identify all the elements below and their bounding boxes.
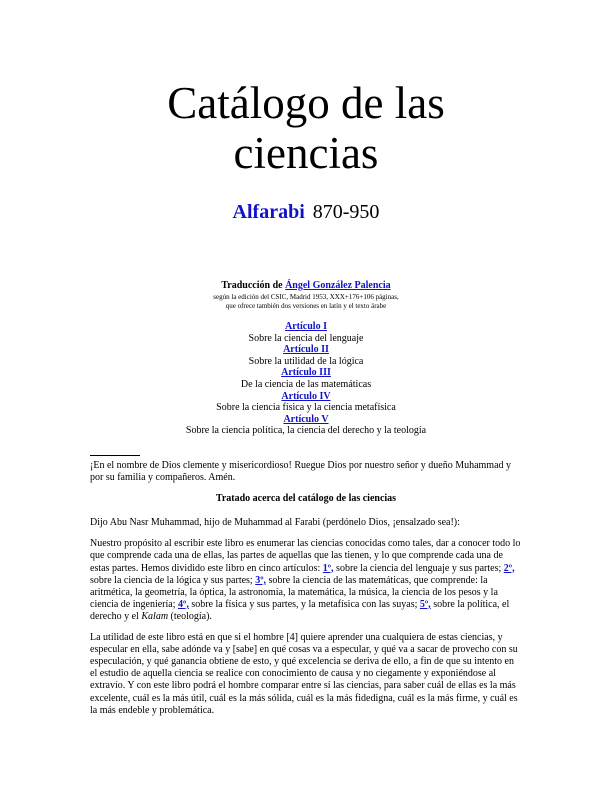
edition-note [0, 293, 612, 311]
invocation-paragraph: ¡En el nombre de Dios clemente y misericordioso! Ruegue Dios por nuestro señor y dueño Muhammad y por su familia y compañeros. Amén. [90, 460, 512, 484]
title-line-2: ciencias [233, 128, 379, 178]
translation-credit [0, 280, 612, 292]
toc-desc-articulo-4: Sobre la ciencia física y la ciencia metafísica [216, 402, 396, 414]
purpose-text-4: sobre la física y sus partes, y la metafísica con las suyas; [188, 598, 420, 610]
purpose-text-2: sobre la ciencia de la lógica y sus partes; [90, 574, 256, 586]
author-dates: 870-950 [312, 201, 380, 223]
page-title [0, 78, 612, 178]
treatise-heading: Tratado acerca del catálogo de las ciencias [215, 493, 397, 505]
utility-paragraph: La utilidad de este libro está en que si el hombre [4] quiere aprender una cualquiera de estas ciencias, y especular en ella, sabe adónde va y [sabe] en qué cosas va a especular, y qué va a sacar de provecho con su especulación, y qué ganancia obtiene de esto, y qué excelencia se deriva de ello, a fin de que su intento en el estudio de aquella ciencia se realice con conocimiento de causa y no ciegamente y exponiéndose al extravío. Y con este libro podrá el hombre comparar entre sí las ciencias, para saber cuál de ellas es la más excelente, cuál es la más útil, cuál es la más sólida, cuál es la más fidedigna, cuál es la más firme, y cuál es la más endeble y problemática. [90, 632, 518, 716]
article-link-4[interactable]: 4º, [178, 598, 189, 610]
toc-link-articulo-4[interactable]: Artículo IV [281, 390, 331, 402]
article-link-5[interactable]: 5º, [419, 598, 431, 610]
toc-desc-articulo-3: De la ciencia de las matemáticas [240, 378, 372, 390]
toc-link-articulo-5[interactable]: Artículo V [283, 413, 329, 425]
article-link-2[interactable]: 2º, [503, 562, 515, 574]
table-of-contents [0, 321, 612, 437]
kalam-term: Kalam [141, 610, 169, 622]
article-link-3[interactable]: 3º, [255, 574, 267, 586]
purpose-paragraph [90, 538, 522, 623]
toc-link-articulo-1[interactable]: Artículo I [285, 321, 327, 332]
body-text [90, 460, 522, 726]
translation-prefix: Traducción de [221, 280, 283, 291]
purpose-text-3: sobre la ciencia de las matemáticas, que comprende: la aritmética, la geometría, la óptica, la astronomía, la matemática, la música, la ciencia de los pesos y la ciencia de ingeniería; [90, 574, 498, 610]
purpose-text-0: Nuestro propósito al escribir este libro es enumerar las ciencias conocidas como tales, dar a conocer todo lo que comprende cada una de ellas, las partes de aquellas que las tienen, y lo que comprende cada una de estas partes. Hemos dividido este libro en cinco artículos: [90, 538, 521, 574]
purpose-text-6: (teología). [168, 610, 212, 622]
purpose-text-1: sobre la ciencia del lenguaje y sus partes; [333, 562, 504, 574]
author-line [0, 200, 612, 224]
toc-desc-articulo-1: Sobre la ciencia del lenguaje [248, 332, 364, 344]
edition-line-1: según la edición del CSIC, Madrid 1953, XXX+176+106 páginas, [213, 293, 399, 301]
author-name: Alfarabi [232, 201, 305, 223]
edition-line-2: que ofrece también dos versiones en latín y el texto árabe [225, 302, 387, 310]
title-line-1: Catálogo de las [167, 78, 445, 128]
toc-desc-articulo-2: Sobre la utilidad de la lógica [248, 355, 364, 367]
toc-link-articulo-3[interactable]: Artículo III [281, 367, 331, 379]
toc-link-articulo-2[interactable]: Artículo II [283, 344, 329, 356]
section-divider [90, 455, 140, 456]
translator-link[interactable]: Ángel González Palencia [285, 280, 391, 291]
intro-paragraph: Dijo Abu Nasr Muhammad, hijo de Muhammad al Farabi (perdónelo Dios, ¡ensalzado sea!): [90, 517, 460, 529]
article-link-1[interactable]: 1º, [322, 562, 334, 574]
toc-desc-articulo-5: Sobre la ciencia política, la ciencia del derecho y la teología [185, 425, 427, 437]
purpose-text-5: sobre la política, el derecho y el [90, 598, 510, 622]
